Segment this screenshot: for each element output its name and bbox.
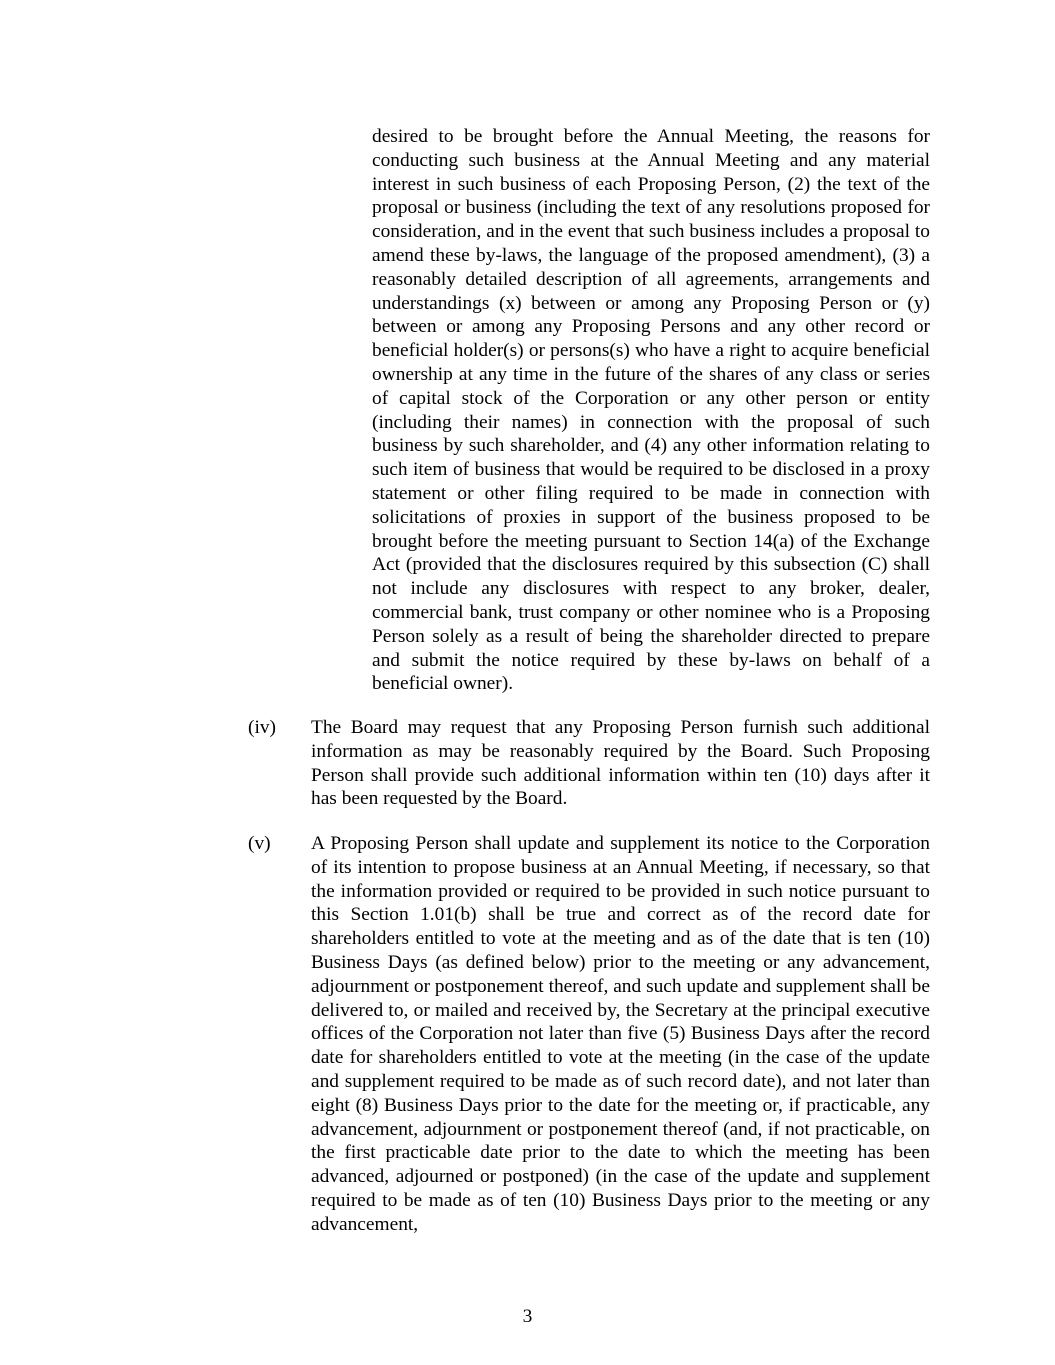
page-number: 3	[522, 1306, 533, 1327]
item-label: (v)	[248, 833, 271, 854]
item-label: (iv)	[248, 717, 276, 738]
continued-paragraph: desired to be brought before the Annual Meeting, the reasons for conducting such business at the Annual Meeting and any material interest in such business of each Proposing Person, (2) the text of the proposal or business (including the text of any resolutions proposed for consideration, and in the event that such business includes a proposal to amend these by-laws, the language of the proposed amendment), (3) a reasonably detailed description of all agreements, arrangements and understandings (x) between or among any Proposing Person or (y) between or among any Proposing Persons and any other record or beneficial holder(s) or persons(s) who have a right to acquire beneficial ownership at any time in the future of the shares of any class or series of capital stock of the Corporation or any other person or entity (including their names) in connection with the proposal of such business by such shareholder, and (4) any other information relating to such item of business that would be required to be disclosed in a proxy statement or other filing required to be made in connection with solicitations of proxies in support of the business proposed to be brought before the meeting pursuant to Section 14(a) of the Exchange Act (provided that the disclosures required by this subsection (C) shall not include any disclosures with respect to any broker, dealer, commercial bank, trust company or other nominee who is a Proposing Person solely as a result of being the shareholder directed to prepare and submit the notice required by these by-laws on behalf of a beneficial owner).	[372, 126, 930, 695]
item-text: A Proposing Person shall update and supplement its notice to the Corporation of its intention to propose business at an Annual Meeting, if necessary, so that the information provided or required to be provided in such notice pursuant to this Section 1.01(b) shall be true and correct as of the record date for shareholders entitled to vote at the meeting and as of the date that is ten (10) Business Days (as defined below) prior to the meeting or any advancement, adjournment or postponement thereof, and such update and supplement shall be delivered to, or mailed and received by, the Secretary at the principal executive offices of the Corporation not later than five (5) Business Days after the record date for shareholders entitled to vote at the meeting (in the case of the update and supplement required to be made as of such record date), and not later than eight (8) Business Days prior to the date for the meeting or, if practicable, any advancement, adjournment or postponement thereof (and, if not practicable, on the first practicable date prior to the date to which the meeting has been advanced, adjourned or postponed) (in the case of the update and supplement required to be made as of ten (10) Business Days prior to the meeting or any advancement,	[311, 833, 930, 1235]
item-text: The Board may request that any Proposing Person furnish such additional information as may be reasonably required by the Board. Such Proposing Person shall provide such additional information within ten (10) days after it has been requested by the Board.	[311, 717, 930, 810]
